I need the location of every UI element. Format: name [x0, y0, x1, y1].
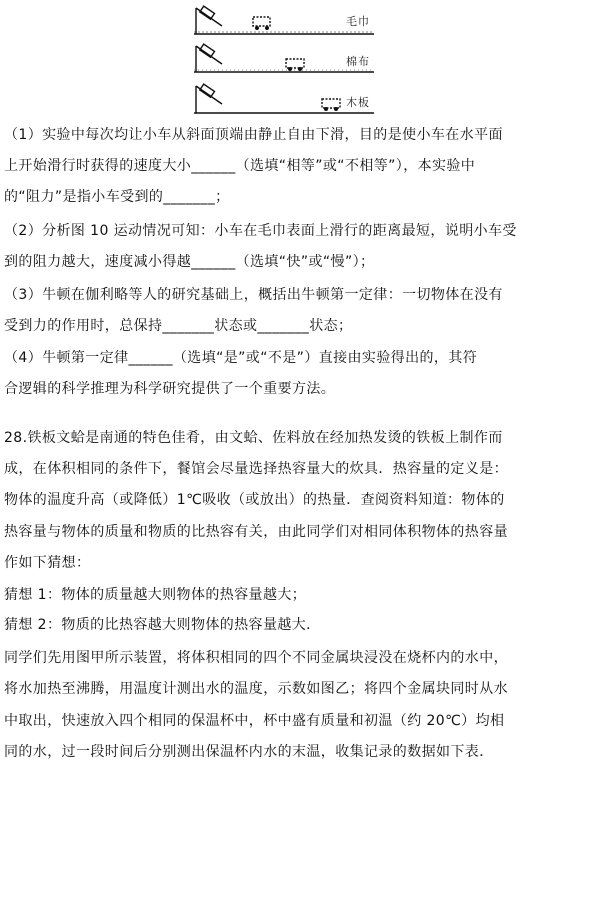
q28-line-5: 作如下猜想：: [4, 555, 91, 571]
q28-line-4: 热容量与物体的质量和物质的比热容有关，由此同学们对相同体积物体的热容量: [4, 524, 508, 540]
surface-label-cotton: 棉布: [346, 55, 370, 68]
q28-line-1: 28.铁板文蛤是南通的特色佳肴，由文蛤、佐料放在经加热发烫的铁板上制作而: [4, 430, 503, 446]
q28-line-7: 猜想 2：物质的比热容越大则物体的热容量越大．: [4, 617, 321, 633]
q28-line-6: 猜想 1：物体的质量越大则物体的热容量越大；: [4, 587, 307, 603]
q28-line-3: 物体的温度升高（或降低）1℃吸收（或放出）的热量．查阅资料知道：物体的: [4, 492, 505, 508]
q28-line-11: 同的水，过一段时间后分别测出保温杯内水的末温，收集记录的数据如下表．: [4, 744, 494, 760]
q27-line-8: （4）牛顿第一定律______（选填“是”或“不是”）直接由实验得出的，其符: [4, 350, 478, 366]
surface-label-towel: 毛巾: [346, 15, 370, 28]
q27-line-1: （1）实验中每次均让小车从斜面顶端由静止自由下滑，目的是使小车在水平面: [4, 127, 503, 143]
q27-line-7: 受到力的作用时，总保持_______状态或_______状态；: [4, 318, 353, 334]
q28-line-2: 成，在体积相同的条件下，餐馆会尽量选择热容量大的炊具．热容量的定义是：: [4, 461, 508, 477]
q27-line-4: （2）分析图 10 运动情况可知：小车在毛巾表面上滑行的距离最短，说明小车受: [4, 223, 517, 239]
q27-line-2: 上开始滑行时获得的速度大小______（选填“相等”或“不相等”），本实验中: [4, 158, 476, 174]
q27-line-9: 合逻辑的科学推理为科学研究提供了一个重要方法。: [4, 381, 336, 397]
q27-line-6: （3）牛顿在伽利略等人的研究基础上，概括出牛顿第一定律：一切物体在没有: [4, 287, 503, 303]
surface-label-wood: 木板: [346, 96, 370, 109]
ramp-diagrams-svg: [0, 0, 590, 122]
q28-line-9: 将水加热至沸腾，用温度计测出水的温度，示数如图乙；将四个金属块同时从水: [4, 681, 508, 697]
q27-line-3: 的“阻力”是指小车受到的_______；: [4, 189, 230, 205]
q28-line-8: 同学们先用图甲所示装置，将体积相同的四个不同金属块浸没在烧杯内的水中，: [4, 650, 508, 666]
q27-line-5: 到的阻力越大，速度减小得越______（选填“快”或“慢”）；: [4, 254, 375, 270]
ramp-experiment-figure: [0, 0, 590, 122]
q28-line-10: 中取出，快速放入四个相同的保温杯中，杯中盛有质量和初温（约 20℃）均相: [4, 713, 505, 729]
